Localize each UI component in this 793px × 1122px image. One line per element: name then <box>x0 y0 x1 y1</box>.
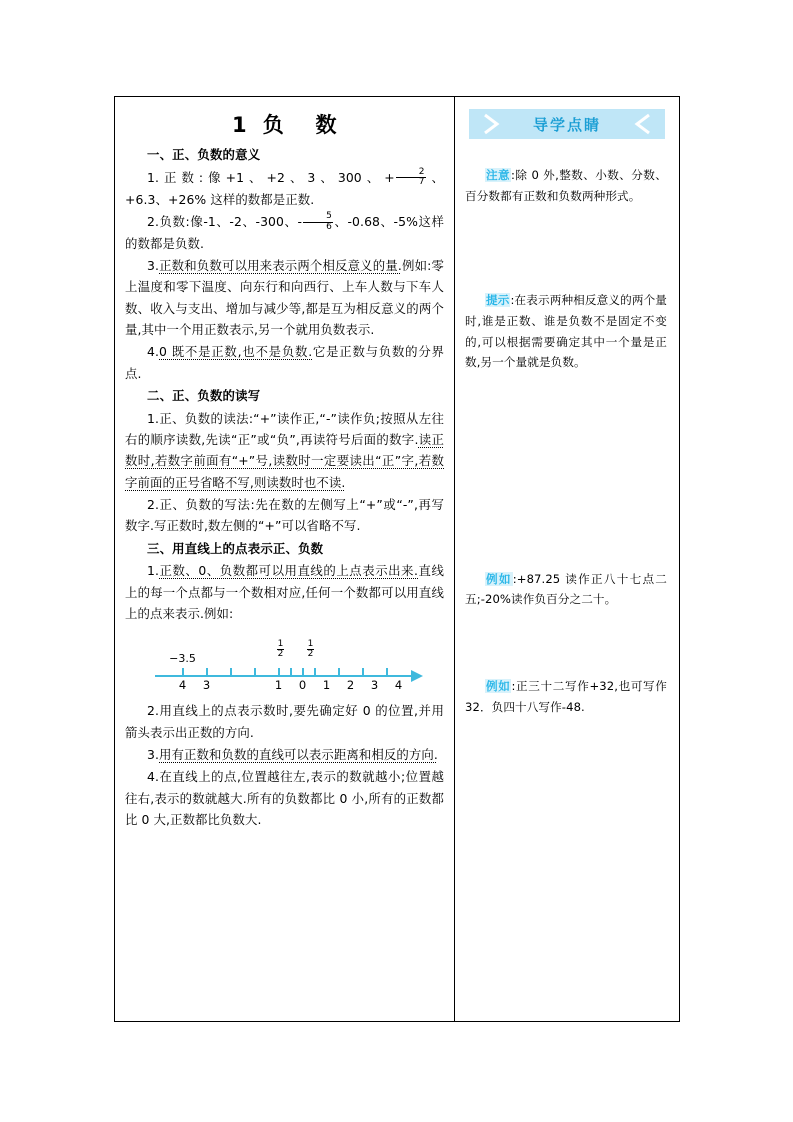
sidebar-note-2 <box>455 290 679 373</box>
sidebar-note-1 <box>455 165 679 206</box>
sidebar-column <box>455 97 679 1021</box>
number-line-graphic <box>145 632 425 696</box>
item-text: 正、负数的读法:“+”读作正,“-”读作负;按照从左往右的顺序读数,先读“正”或“负”,再读符号后面的数字. <box>125 410 444 448</box>
item-prefix: 3. <box>147 258 160 274</box>
emphasis-text: 读正数时,若数字前面有“+”号,读数时一定要读出“正”字,若数字前面的正号省略不写,则读数时也不读. <box>125 432 444 490</box>
number-line-tick-label-4: 1 <box>322 678 331 693</box>
section-heading-1: 一、正、负数的意义 <box>147 147 261 162</box>
number-line-tick-label-2: 1 <box>274 678 283 693</box>
item-text-after: 、-0.68、-5%这样的数都是负数. <box>125 213 444 251</box>
sidebar-note-3 <box>455 569 679 610</box>
emphasis-text: 正数、0、负数都可以用直线的上点表示出来. <box>159 563 419 579</box>
number-line-tick-label-6: 3 <box>370 678 379 693</box>
item-prefix: 2. <box>147 213 160 229</box>
note-colon: : <box>511 679 516 693</box>
banner-shape <box>469 109 665 139</box>
fraction-5-6: $\frac{5}{6}$ <box>303 212 333 231</box>
sidebar-banner <box>455 109 679 139</box>
paragraph-6 <box>125 494 444 537</box>
number-line-top-label-half-left <box>271 640 291 659</box>
number-line-tick-label-7: 4 <box>394 678 403 693</box>
note-text: +87.25 读作正八十七点二五;-20%读作负百分之二十。 <box>465 571 668 607</box>
paragraph-1 <box>125 167 444 210</box>
paragraph-7 <box>125 560 444 624</box>
item-text-after: 直线上的每一个点都与一个数相对应,任何一个数都可以用直线上的点来表示.例如: <box>125 563 445 621</box>
fraction-1-2-left: $\frac{1}{2}$ <box>277 639 284 660</box>
page-title: 1 负 数 <box>232 113 337 137</box>
note-tag: 提示 <box>486 293 510 308</box>
paragraph-8 <box>125 700 444 743</box>
note-colon: : <box>511 168 516 182</box>
fraction-1-2-right: $\frac{1}{2}$ <box>307 639 314 660</box>
item-text: 正数:像+1、+2、3、300、+ <box>159 169 395 185</box>
emphasis-text: 0 既不是正数,也不是负数. <box>159 344 313 360</box>
item-prefix: 1. <box>147 563 160 579</box>
item-text: 正、负数的写法:先在数的左侧写上“+”或“-”,再写数字.写正数时,数左侧的“+”可以省略不写. <box>125 497 444 534</box>
fraction-2-7: $\frac{2}{7}$ <box>396 168 426 187</box>
item-prefix: 4. <box>147 344 160 360</box>
sidebar-note-4 <box>455 676 679 717</box>
banner-label: 导学点睛 <box>532 115 601 134</box>
item-text: 用直线上的点表示数时,要先确定好 0 的位置,并用箭头表示出正数的方向. <box>125 703 444 740</box>
note-text: 正三十二写作+32,也可写作32．负四十八写作-48. <box>465 679 667 714</box>
main-column <box>115 97 455 1021</box>
paragraph-4 <box>125 341 444 384</box>
number-line-top-label-half-right <box>301 640 321 659</box>
note-tag: 例如 <box>486 571 512 586</box>
item-text: 负数:像-1、-2、-300、- <box>159 213 303 229</box>
emphasis-text: 正数和负数可以用来表示两个相反意义的量. <box>159 258 402 274</box>
number-line-arrow-head <box>411 670 423 682</box>
paragraph-10 <box>125 766 444 830</box>
item-prefix: 2. <box>147 703 160 719</box>
item-prefix: 2. <box>147 497 160 513</box>
item-text-after: 它是正数与负数的分界点. <box>125 344 444 381</box>
item-text-after: 、+6.3、+26% 这样的数都是正数. <box>125 169 444 207</box>
number-line-tick-label-1: 3 <box>202 678 211 693</box>
note-colon: : <box>510 293 515 308</box>
item-text: 在直线上的点,位置越往左,表示的数就越小;位置越往右,表示的数就越大.所有的负数都比 0 小,所有的正数都比 0 大,正数都比负数大. <box>125 769 444 827</box>
number-line-tick-label-0: 4 <box>178 678 187 693</box>
number-line-tick-label-5: 2 <box>346 678 355 693</box>
paragraph-9 <box>125 744 444 765</box>
item-prefix: 1. <box>147 410 160 426</box>
paragraph-3 <box>125 255 444 340</box>
section-heading-3: 三、用直线上的点表示正、负数 <box>147 540 324 556</box>
note-colon: : <box>512 571 517 586</box>
item-prefix: 1. <box>147 169 160 185</box>
number-line-tick-label-3: 0 <box>298 678 307 693</box>
note-text: 除 0 外,整数、小数、分数、百分数都有正数和负数两种形式。 <box>465 168 667 203</box>
emphasis-text: 用有正数和负数的直线可以表示距离和相反的方向. <box>159 746 438 762</box>
item-prefix: 4. <box>147 769 160 785</box>
number-line-top-label-minus35: −3.5 <box>169 652 196 666</box>
paragraph-5 <box>125 408 444 493</box>
section-heading-2: 二、正、负数的读写 <box>147 388 261 404</box>
item-text-after: 例如:零上温度和零下温度、向东行和向西行、上车人数与下车人数、收入与支出、增加与减少等,都是互为相反意义的两个量,其中一个用正数表示,另一个就用负数表示. <box>125 258 444 338</box>
note-tag: 例如 <box>486 679 511 693</box>
paragraph-2 <box>125 211 444 254</box>
note-text: 在表示两种相反意义的两个量时,谁是正数、谁是负数不是固定不变的,可以根据需要确定其中一个量是正数,另一个量就是负数。 <box>465 293 667 370</box>
content-frame <box>114 96 680 1022</box>
item-prefix: 3. <box>147 746 160 762</box>
number-line-figure <box>125 632 444 696</box>
note-tag: 注意 <box>486 168 511 182</box>
